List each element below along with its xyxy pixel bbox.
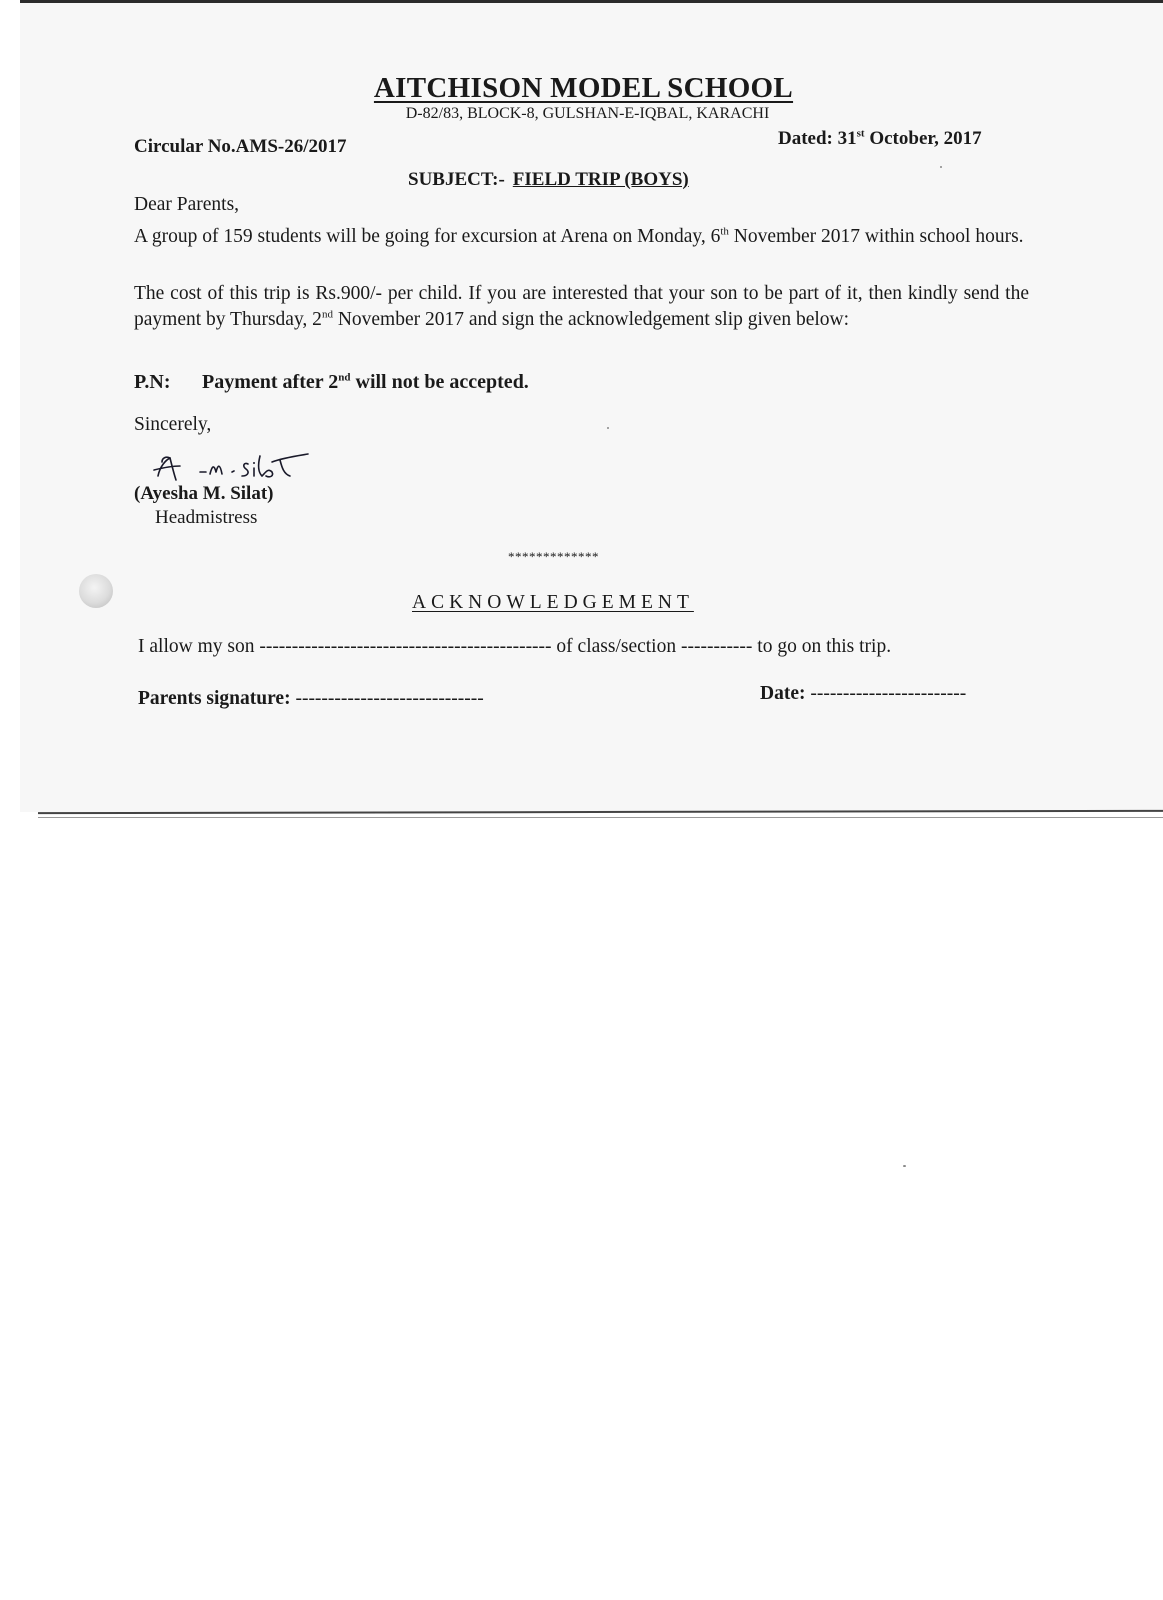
acknowledgement-title: ACKNOWLEDGEMENT <box>412 592 694 613</box>
scan-speck <box>903 1165 906 1167</box>
blank-sheet <box>38 818 1163 1600</box>
subject-label: SUBJECT:- <box>408 169 505 190</box>
pn-label: P.N: <box>134 371 171 393</box>
date-field[interactable]: ------------------------ <box>810 683 967 704</box>
class-section-field[interactable]: ----------- <box>680 636 753 657</box>
subject-line <box>408 169 689 191</box>
circular-date: Dated: 31st October, 2017 <box>778 127 982 149</box>
separator: ************* <box>508 549 599 564</box>
circular-number: Circular No.AMS-26/2017 <box>134 136 347 157</box>
scan-margin <box>0 0 20 1600</box>
signer-role: Headmistress <box>155 507 258 528</box>
subject-text: FIELD TRIP (BOYS) <box>512 169 689 190</box>
paragraph-cost-details: The cost of this trip is Rs.900/- per child. If you are interested that your son to be part of it, then kindly send the payment by Thursday, 2nd November 2017 and sign the acknowledgement slip given below: <box>134 283 1029 330</box>
parent-signature-line <box>138 688 484 710</box>
punch-hole <box>79 574 113 608</box>
closing: Sincerely, <box>134 414 212 435</box>
date-label: Date: <box>760 683 806 704</box>
greeting: Dear Parents, <box>134 194 240 215</box>
date-line <box>760 683 966 705</box>
payment-note: P.N: Payment after 2nd will not be accepted. <box>134 371 529 393</box>
scan-speck <box>940 166 942 168</box>
signer-name: (Ayesha M. Silat) <box>134 483 274 504</box>
acknowledgement-permission-line: I allow my son --------------------------------------------- of class/section ----------- to go on this trip. <box>138 636 892 657</box>
paragraph-trip-details: A group of 159 students will be going for excursion at Arena on Monday, 6th November 2017 within school hours. <box>134 225 1024 247</box>
sheet-top-edge <box>20 0 1163 3</box>
scan-speck <box>607 427 609 429</box>
son-name-field[interactable]: --------------------------------------------- <box>259 636 552 657</box>
school-address: D-82/83, BLOCK-8, GULSHAN-E-IQBAL, KARACHI <box>405 105 770 122</box>
parent-signature-label: Parents signature: <box>138 688 291 709</box>
parent-signature-field[interactable]: ----------------------------- <box>295 688 484 709</box>
school-name: AITCHISON MODEL SCHOOL <box>373 72 794 104</box>
